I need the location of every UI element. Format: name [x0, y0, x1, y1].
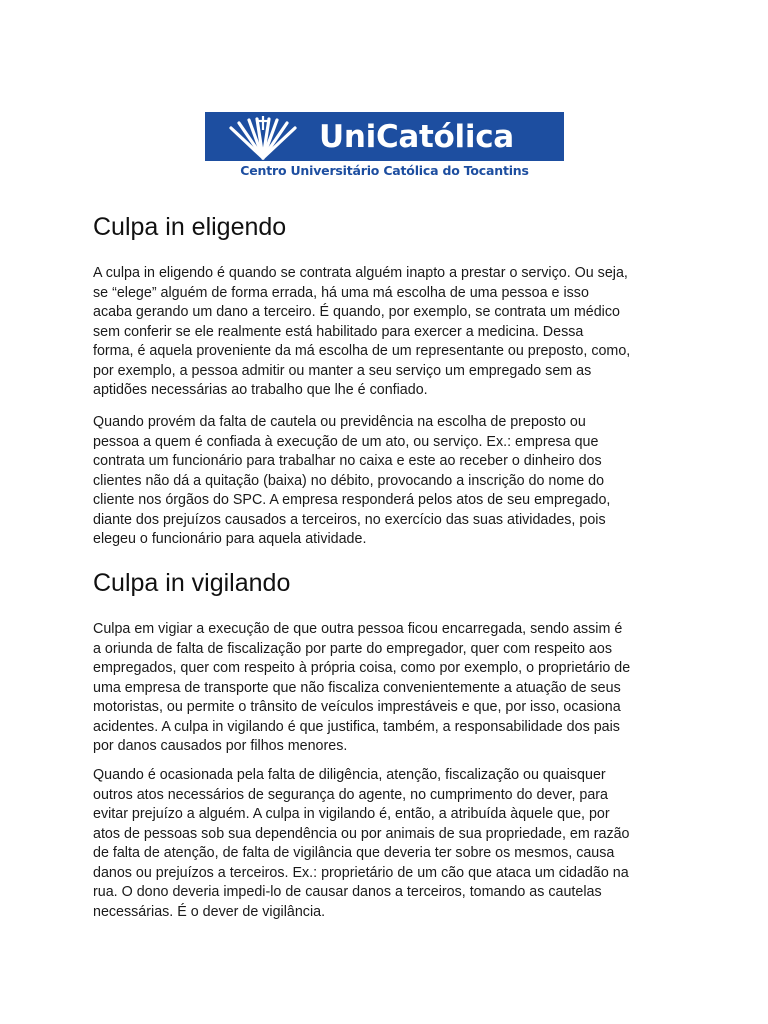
paragraph-vigilando-1: [93, 620, 683, 757]
text-line: pessoa a quem é confiada à execução de um ato, ou serviço. Ex.: empresa que: [93, 433, 599, 450]
text-line: sem conferir se ele realmente está habilitado para exercer a medicina. Dessa: [93, 323, 584, 340]
logo-wordmark: UniCatólica: [319, 119, 514, 155]
text-line: acaba gerando um dano a terceiro. É quando, por exemplo, se contrata um médico: [93, 304, 620, 320]
text-line: forma, é aquela proveniente da má escolha de um representante ou preposto, como,: [93, 343, 631, 359]
heading-culpa-in-eligendo: Culpa in eligendo: [93, 213, 287, 241]
text-line: Quando é ocasionada pela falta de diligência, atenção, fiscalização ou quaisquer: [93, 767, 606, 783]
text-line: se “elege” alguém de forma errada, há uma má escolha de uma pessoa e isso: [93, 284, 589, 301]
text-line: a oriunda de falta de fiscalização por parte do empregador, quer com respeito aos: [93, 640, 612, 657]
text-line: motoristas, ou permite o trânsito de veículos imprestáveis e que, por isso, ocasiona: [93, 699, 621, 715]
text-line: por exemplo, a pessoa admitir ou manter a seu serviço um empregado sem as: [93, 362, 592, 379]
text-line: Quando provém da falta de cautela ou previdência na escolha de preposto ou: [93, 414, 586, 430]
paragraph-eligendo-2: [93, 413, 683, 550]
text-line: Culpa em vigiar a execução de que outra pessoa ficou encarregada, sendo assim é: [93, 621, 623, 637]
text-line: necessárias. É o dever de vigilância.: [93, 903, 326, 920]
text-line: clientes não dá a quitação (baixa) no débito, provocando a inscrição do nome do: [93, 472, 605, 489]
logo-banner: [205, 112, 564, 161]
text-line: uma empresa de transporte que não fiscaliza convenientemente a atuação de seus: [93, 679, 621, 696]
text-line: atos de pessoas sob sua dependência ou por animais de sua propriedade, em razão: [93, 825, 630, 842]
text-line: danos ou prejuízos a terceiros. Ex.: proprietário de um cão que ataca um cidadão na: [93, 864, 629, 881]
text-line: empregados, quer com respeito à própria coisa, como por exemplo, o proprietário de: [93, 660, 631, 676]
text-line: diante dos prejuízos causados a terceiros, no exercício das suas atividades, pois: [93, 511, 606, 528]
text-line: acidentes. A culpa in vigilando é que justifica, também, a responsabilidade dos pais: [93, 718, 620, 735]
cathedral-emblem-icon: [217, 114, 309, 161]
text-line: outros atos necessários de segurança do agente, no cumprimento do dever, para: [93, 786, 609, 803]
logo-subtitle: Centro Universitário Católica do Tocantins: [240, 163, 529, 178]
text-line: evitar prejuízo a alguém. A culpa in vigilando é, então, a atribuída àquele que, por: [93, 806, 610, 822]
text-line: rua. O dono deveria impedi-lo de causar danos a terceiros, tomando as cautelas: [93, 884, 602, 900]
paragraph-eligendo-1: [93, 264, 683, 401]
heading-culpa-in-vigilando: Culpa in vigilando: [93, 569, 291, 597]
text-line: A culpa in eligendo é quando se contrata alguém inapto a prestar o serviço. Ou seja,: [93, 265, 628, 281]
text-line: por danos causados por filhos menores.: [93, 738, 348, 754]
text-line: aptidões necessárias ao trabalho que lhe é confiado.: [93, 382, 428, 398]
text-line: elegeu o funcionário para aquela atividade.: [93, 531, 367, 547]
text-line: contrata um funcionário para trabalhar no caixa e este ao receber o dinheiro dos: [93, 453, 602, 469]
unicatolica-logo: [205, 112, 564, 179]
text-line: cliente nos órgãos do SPC. A empresa responderá pelos atos de seu empregado,: [93, 492, 611, 508]
text-line: de falta de atenção, de falta de vigilância que deveria ter sobre os mesmos, causa: [93, 845, 615, 861]
paragraph-vigilando-2: [93, 766, 683, 922]
